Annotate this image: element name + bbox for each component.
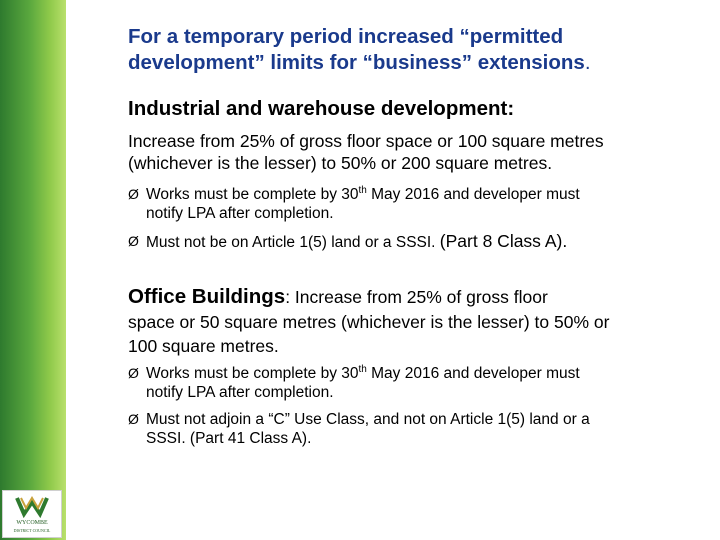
- bullet-line-1: Must not adjoin a “C” Use Class, and not on Article 1(5) land or a: [146, 411, 590, 428]
- ordinal-suffix: th: [358, 184, 367, 196]
- office-body-line-3: 100 square metres.: [128, 336, 279, 356]
- arrow-bullet-icon: Ø: [128, 365, 139, 381]
- office-body-line-2: space or 50 square metres (whichever is the lesser) to 50% or: [128, 312, 610, 332]
- office-body: [128, 310, 708, 358]
- industrial-heading: Industrial and warehouse development:: [128, 97, 515, 120]
- title-line-1: For a temporary period increased “permitted: [128, 25, 564, 48]
- bullet-line-1-post: May 2016 and developer must: [366, 365, 580, 382]
- title-end-punct: .: [584, 51, 591, 74]
- slide-title: [128, 24, 708, 76]
- council-logo: [2, 490, 62, 538]
- arrow-bullet-icon: Ø: [128, 411, 139, 427]
- logo-subtitle: DISTRICT COUNCIL: [13, 528, 51, 533]
- ordinal-suffix: th: [358, 363, 367, 375]
- bullet-line-1: [146, 364, 706, 383]
- arrow-bullet-icon: Ø: [128, 233, 139, 249]
- office-heading-colon: :: [285, 287, 295, 307]
- office-body-line-1: Increase from 25% of gross floor: [294, 287, 548, 307]
- bullet-text: [146, 364, 706, 402]
- logo-name: WYCOMBE: [16, 520, 48, 526]
- industrial-body: [128, 130, 708, 174]
- bullet-text: [146, 185, 706, 223]
- bullet-line-1-pre: Works must be complete by 30: [146, 365, 359, 382]
- title-line-2: [128, 50, 708, 76]
- bullet-line-2: SSSI. (Part 41 Class A).: [146, 430, 312, 447]
- title-line-2-text: development” limits for “business” extensions: [128, 51, 585, 74]
- bullet-text: [146, 410, 706, 448]
- bullet-line-2: notify LPA after completion.: [146, 384, 334, 401]
- bullet-line-1-pre: Works must be complete by 30: [146, 186, 359, 203]
- bullet-class-reference: (Part 8 Class A).: [439, 231, 568, 251]
- office-heading: Office Buildings: [128, 285, 286, 308]
- bullet-line-1-post: May 2016 and developer must: [366, 186, 580, 203]
- arrow-bullet-icon: Ø: [128, 186, 139, 202]
- bullet-line-1: [146, 185, 706, 204]
- office-section-first-line: [128, 284, 708, 310]
- industrial-body-line-2: (whichever is the lesser) to 50% or 200 square metres.: [128, 153, 553, 173]
- bullet-line-2: notify LPA after completion.: [146, 205, 334, 222]
- industrial-body-line-1: Increase from 25% of gross floor space or 100 square metres: [128, 131, 604, 151]
- bullet-text: [146, 232, 706, 252]
- wycombe-w-mark-icon: [15, 494, 49, 518]
- bullet-main-text: Must not be on Article 1(5) land or a SSSI.: [146, 234, 440, 251]
- green-side-bar: [0, 0, 66, 540]
